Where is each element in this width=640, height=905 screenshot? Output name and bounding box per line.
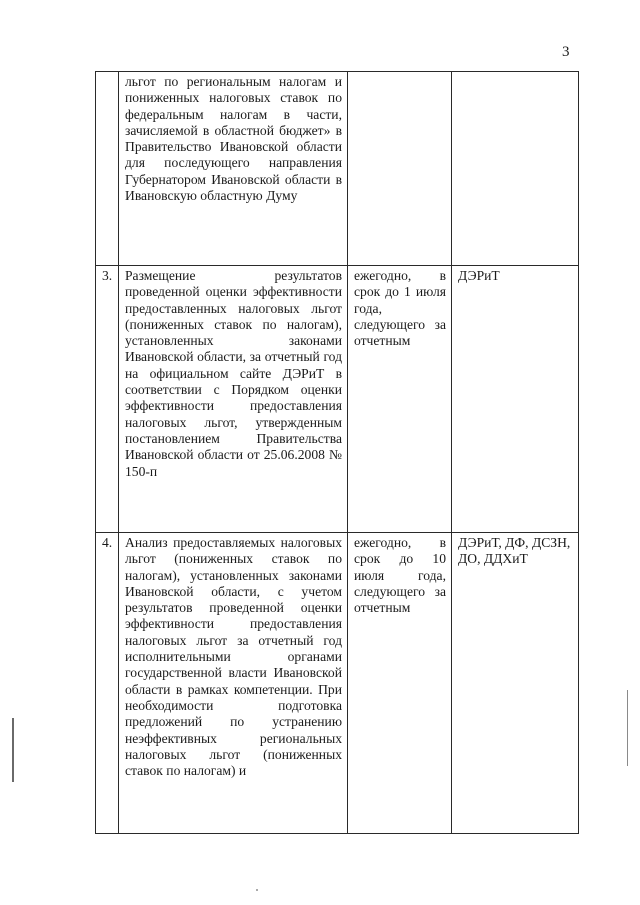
cell-term: ежегодно, в срок до 10 июля года, следующего за отчетным xyxy=(348,533,452,834)
table-row xyxy=(96,72,579,266)
cell-action: Размещение результатов проведенной оценки эффективности предоставленных налоговых льгот (пониженных ставок по налогам), установленных законами Ивановской области, за отчетный год на официальном сайте ДЭРиТ в соответствии с Порядком оценки эффективности предоставления налоговых льгот, утвержденным постановлением Правительства Ивановской области от 25.06.2008 № 150-п xyxy=(119,266,348,533)
cell-term: ежегодно, в срок до 1 июля года, следующего за отчетным xyxy=(348,266,452,533)
cell-action: льгот по региональным налогам и пониженных налоговых ставок по федеральным налогам в части, зачисляемой в областной бюджет» в Правительство Ивановской области для последующего направления Губернатором Ивановской области в Ивановскую областную Думу xyxy=(119,72,348,266)
cell-responsible: ДЭРиТ xyxy=(452,266,579,533)
table-row xyxy=(96,533,579,834)
plan-table xyxy=(95,71,579,834)
scan-dot xyxy=(256,889,258,891)
scan-edge-mark xyxy=(627,690,628,766)
table-row xyxy=(96,266,579,533)
cell-action: Анализ предоставляемых налоговых льгот (пониженных ставок по налогам), установленных законами Ивановской области, с учетом результатов проведенной оценки эффективности предоставления налоговых льгот за отчетный год исполнительными органами государственной власти Ивановской области в рамках компетенции. При необходимости подготовка предложений по устранению неэффективных региональных налоговых льгот (пониженных ставок по налогам) и xyxy=(119,533,348,834)
cell-term xyxy=(348,72,452,266)
cell-num xyxy=(96,72,119,266)
cell-responsible xyxy=(452,72,579,266)
cell-responsible: ДЭРиТ, ДФ, ДСЗН, ДО, ДДХиТ xyxy=(452,533,579,834)
page-number: 3 xyxy=(562,44,570,60)
cell-num: 3. xyxy=(96,266,119,533)
scan-margin-mark xyxy=(12,718,14,782)
cell-num: 4. xyxy=(96,533,119,834)
